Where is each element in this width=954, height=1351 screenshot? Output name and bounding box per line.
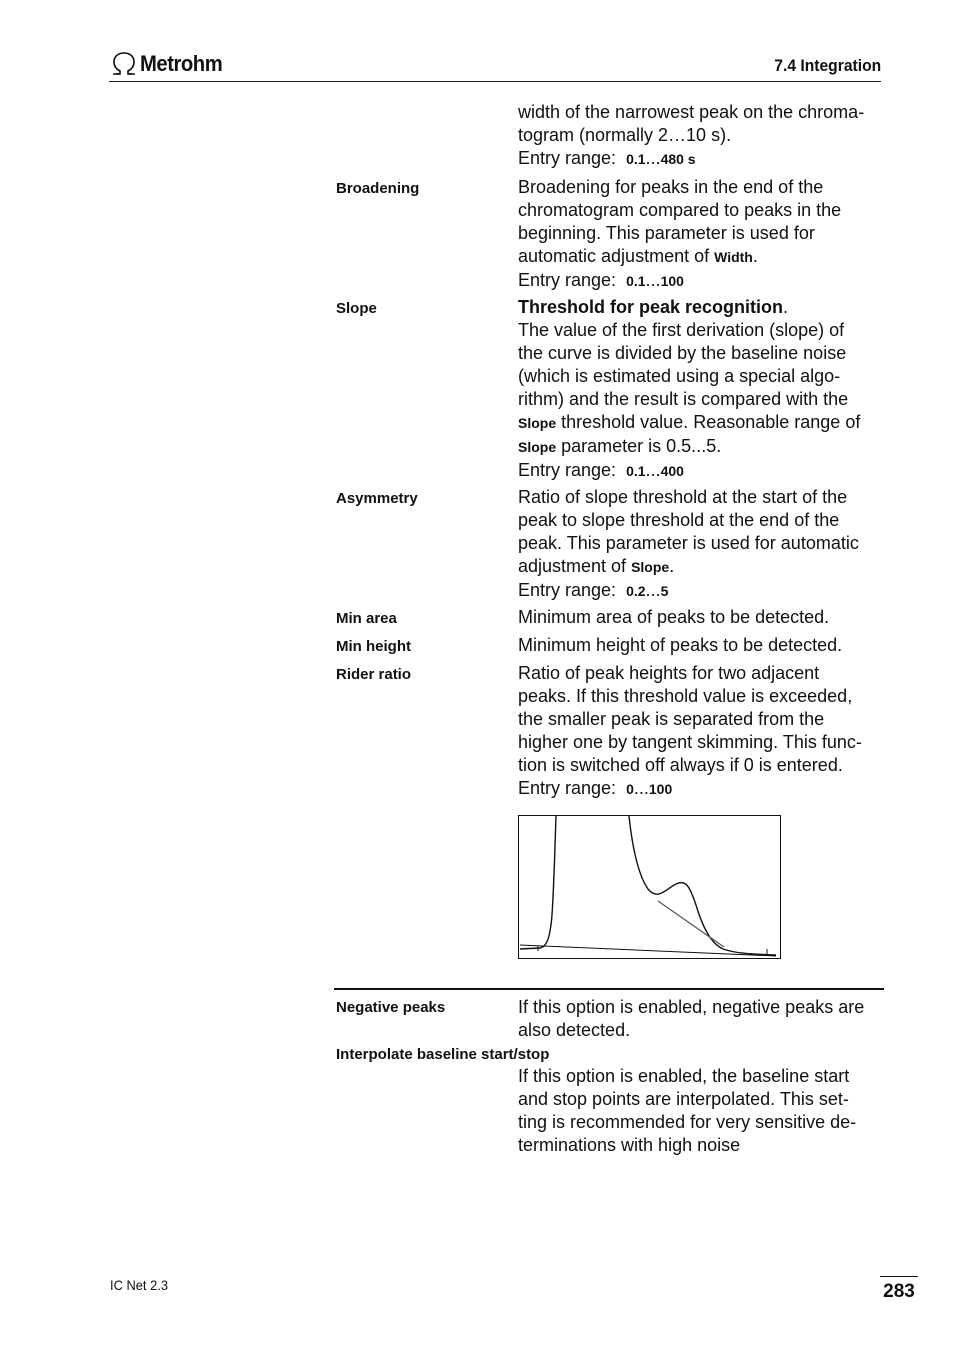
header-rule [109, 81, 881, 82]
term-broadening: Broadening [336, 180, 420, 197]
broadening-entry-range: Entry range: 0.1...100 [518, 270, 684, 290]
negative-peaks-description: If this option is enabled, negative peaks are also detected. [518, 997, 865, 1040]
interpolate-description: If this option is enabled, the baseline start and stop points are interpolated. This set- ting is recommended for very sensitive de- terminations with high noise [518, 1066, 857, 1155]
brand-name: Metrohm [140, 51, 223, 76]
width-entry-range: Entry range: 0.1...480 s [518, 148, 696, 168]
term-min-height: Min height [336, 638, 411, 655]
brand-logo [110, 50, 229, 78]
width-description: width of the narrowest peak on the chroma- togram (normally 2…10 s). Entry range: 0.1...480 s [518, 101, 888, 171]
term-interpolate-baseline: Interpolate baseline start/stop [336, 1046, 550, 1063]
rider-ratio-description: Ratio of peak heights for two adjacent peaks. If this threshold value is exceeded, the smaller peak is separated from the higher one by tangent skimming. This func- tion is switched off always if 0 is entered. Entry range: 0...100 [518, 662, 888, 801]
section-title: 7.4 Integration [774, 56, 881, 75]
asymmetry-description: Ratio of slope threshold at the start of the peak to slope threshold at the end of the peak. This parameter is used for automatic adjustment of Slope. Entry range: 0.2...5 [518, 486, 888, 603]
tangent-skimming-figure [518, 815, 781, 960]
page-number: 283 [880, 1276, 918, 1307]
section-divider [334, 988, 884, 990]
omega-icon [110, 50, 138, 78]
footer-product: IC Net 2.3 [110, 1277, 168, 1293]
term-negative-peaks: Negative peaks [336, 999, 446, 1016]
min-area-description: Minimum area of peaks to be detected. [518, 607, 830, 627]
rider-ratio-entry-range: Entry range: 0...100 [518, 778, 673, 798]
term-min-area: Min area [336, 610, 397, 627]
term-rider-ratio: Rider ratio [336, 666, 412, 683]
slope-entry-range: Entry range: 0.1...400 [518, 460, 684, 480]
term-asymmetry: Asymmetry [336, 490, 418, 507]
asymmetry-entry-range: Entry range: 0.2...5 [518, 580, 669, 600]
figure-frame [519, 816, 781, 959]
min-height-description: Minimum height of peaks to be detected. [518, 635, 843, 655]
term-slope: Slope [336, 300, 377, 317]
slope-description: Threshold for peak recognition. The value of the first derivation (slope) of the curve is divided by the baseline noise (which is estimated using a special algo- rithm) and the result is compared with the Slope threshold value. Reasonable range of Slope parameter is 0.5...5. Entry range: 0.1...400 [518, 296, 888, 483]
broadening-description: Broadening for peaks in the end of the chromatogram compared to peaks in the beginning. This parameter is used for automatic adjustment of Width. Entry range: 0.1...100 [518, 176, 888, 293]
